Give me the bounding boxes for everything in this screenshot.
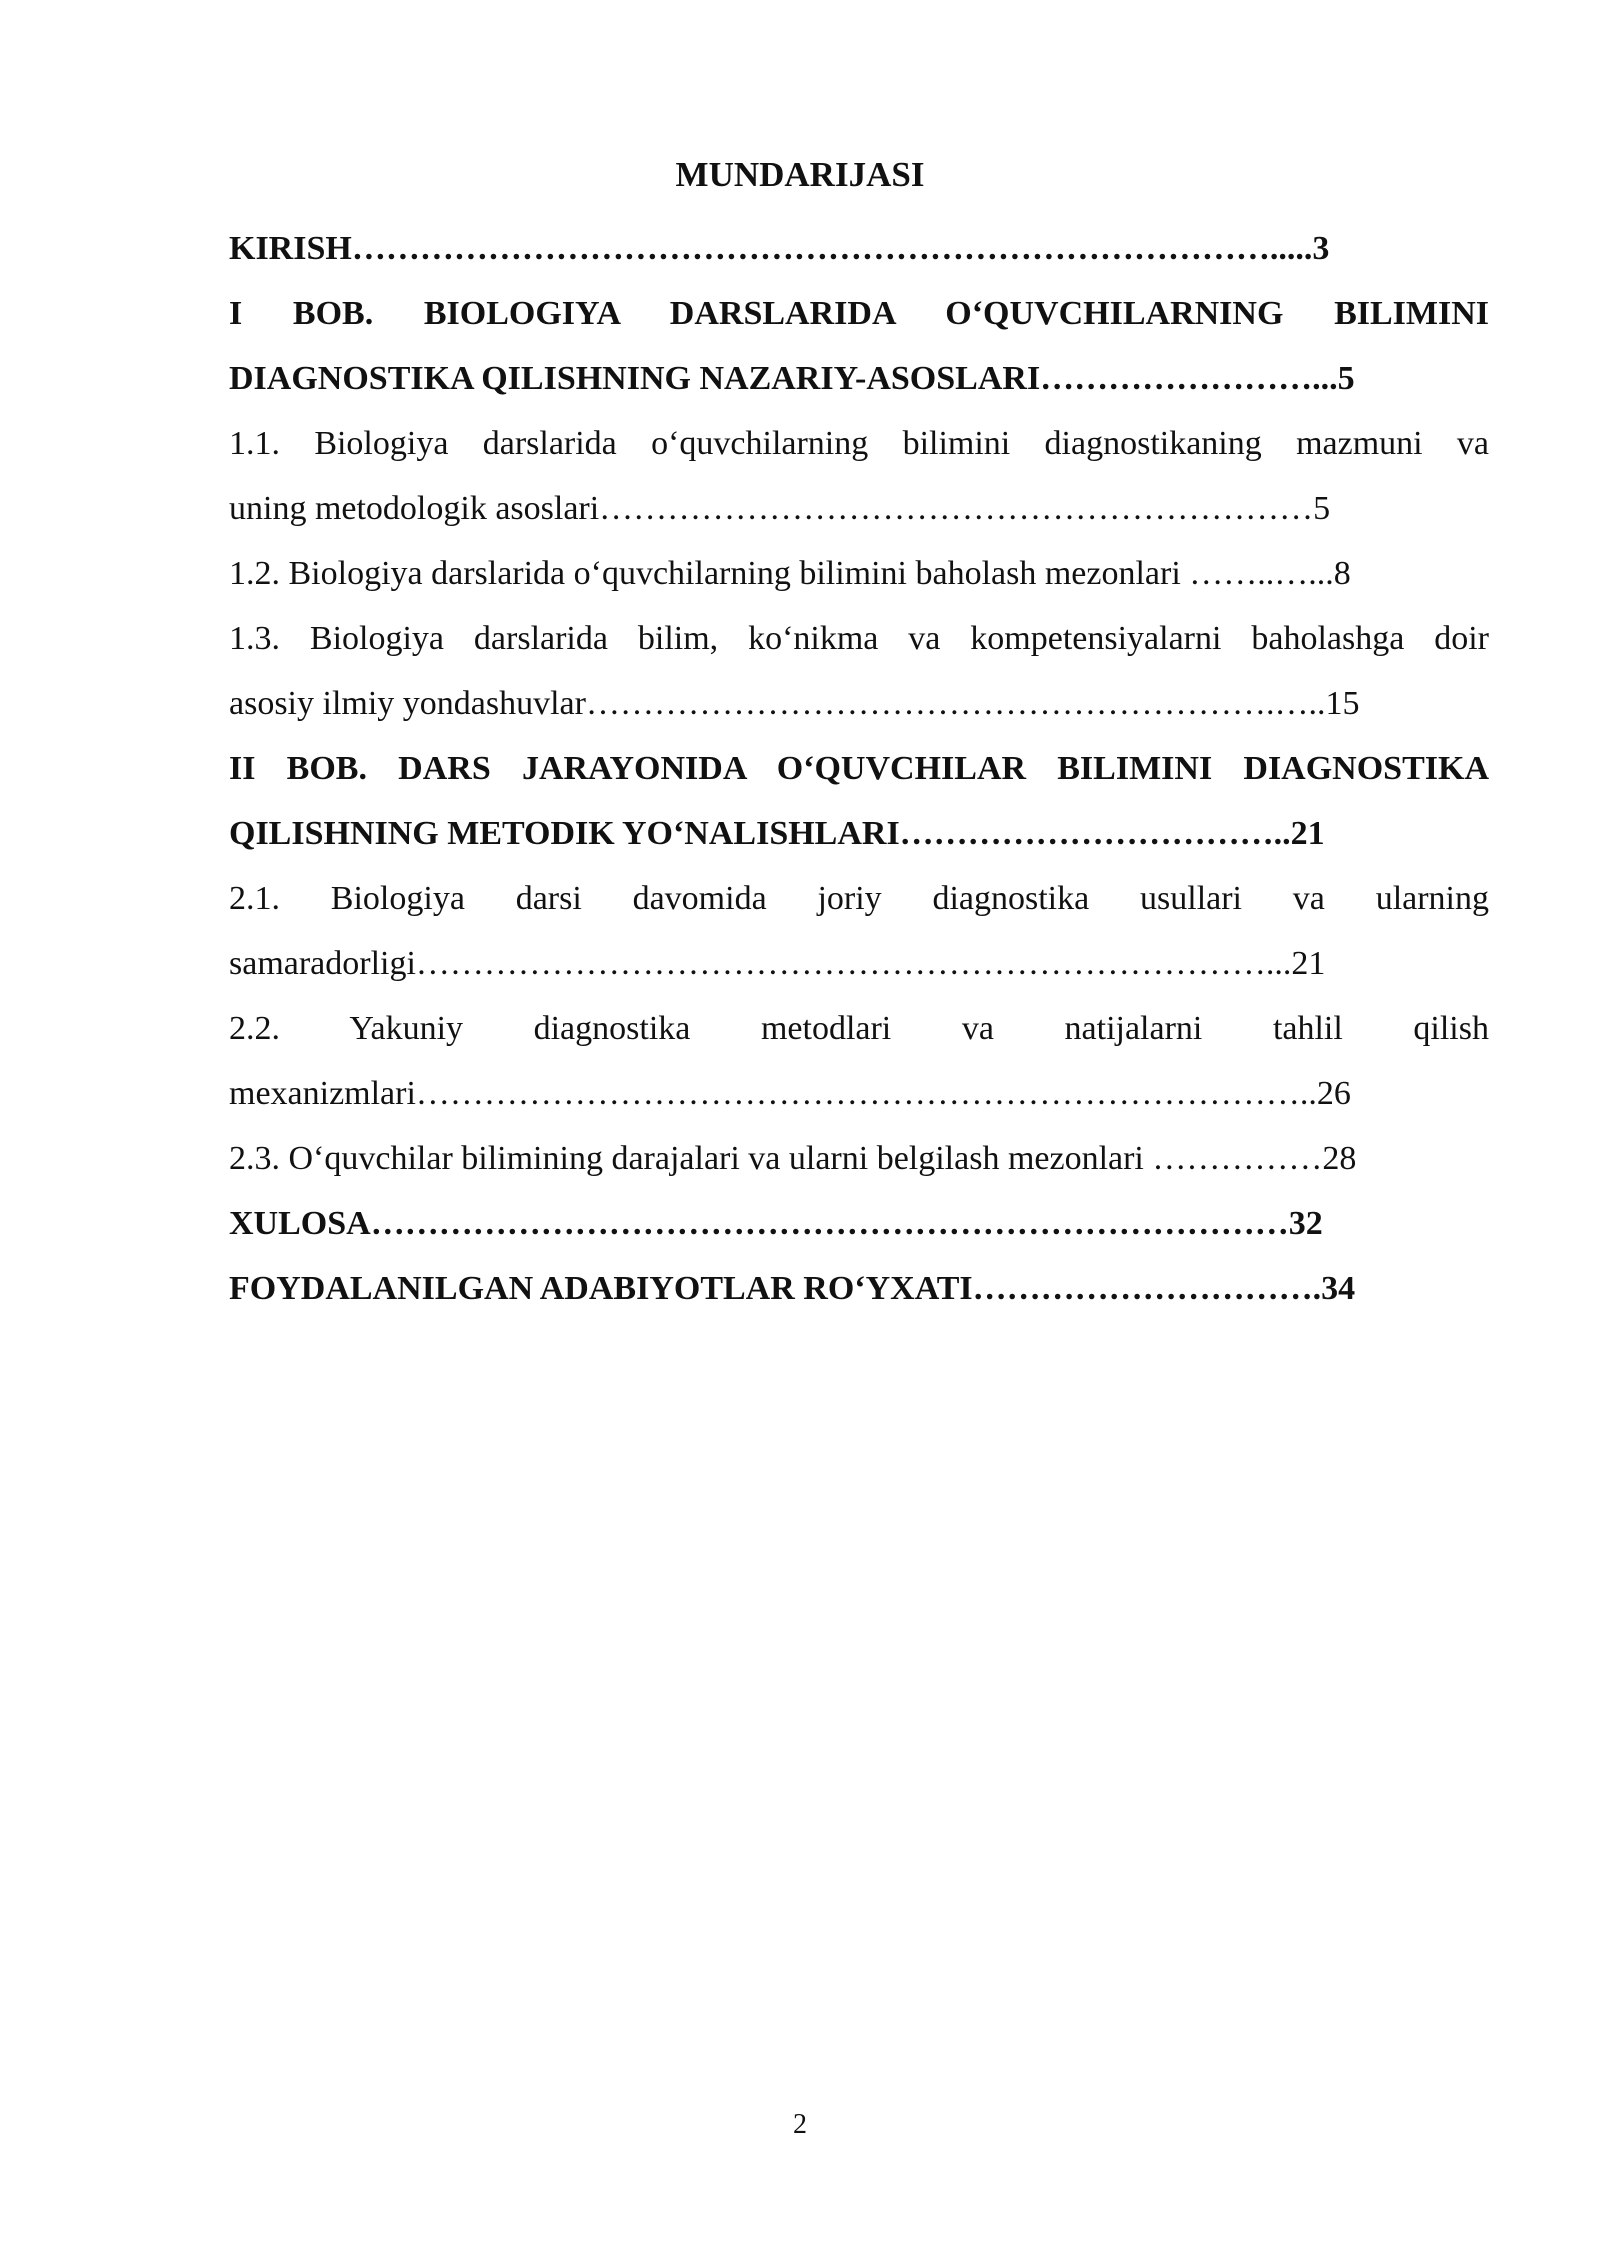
table-of-contents (229, 216, 1489, 1321)
toc-line: asosiy ilmiy yondashuvlar…………………………………………………….…..15 (229, 685, 1360, 722)
toc-entry-section-2-2[interactable] (229, 996, 1489, 1126)
toc-line: 1.2. Biologiya darslarida o‘quvchilarning bilimini baholash mezonlari ……..…...8 (229, 555, 1351, 592)
toc-entry-adabiyotlar[interactable] (229, 1256, 1489, 1321)
toc-entry-section-2-3[interactable] (229, 1126, 1489, 1191)
toc-line: II BOB. DARS JARAYONIDA O‘QUVCHILAR BILIMINI DIAGNOSTIKA (229, 750, 1489, 787)
toc-line: 1.1. Biologiya darslarida o‘quvchilarning bilimini diagnostikaning mazmuni va (229, 425, 1489, 462)
toc-line: 1.3. Biologiya darslarida bilim, ko‘nikma va kompetensiyalarni baholashga doir (229, 620, 1489, 657)
toc-entry-bob-1[interactable] (229, 281, 1489, 411)
toc-line: KIRISH……………………………………………………………………….....3 (229, 230, 1330, 267)
toc-line: uning metodologik asoslari………………………………………………………5 (229, 490, 1331, 527)
toc-entry-bob-2[interactable] (229, 736, 1489, 866)
toc-entry-section-1-2[interactable] (229, 541, 1489, 606)
page-title: MUNDARIJASI (675, 155, 925, 194)
toc-entry-section-1-3[interactable] (229, 606, 1489, 736)
toc-line: mexanizmlari……………………………………………………………………..26 (229, 1075, 1351, 1112)
toc-line: 2.1. Biologiya darsi davomida joriy diagnostika usullari va ularning (229, 880, 1489, 917)
toc-entry-xulosa[interactable] (229, 1191, 1489, 1256)
toc-line: XULOSA………………………………………………………………………32 (229, 1205, 1323, 1242)
toc-line: DIAGNOSTIKA QILISHNING NAZARIY-ASOSLARI……………………...5 (229, 360, 1355, 397)
toc-entry-kirish[interactable] (229, 216, 1489, 281)
toc-line: 2.2. Yakuniy diagnostika metodlari va natijalarni tahlil qilish (229, 1010, 1489, 1047)
toc-line: I BOB. BIOLOGIYA DARSLARIDA O‘QUVCHILARNING BILIMINI (229, 295, 1489, 332)
toc-line: QILISHNING METODIK YO‘NALISHLARI……………………………..21 (229, 815, 1325, 852)
toc-entry-section-1-1[interactable] (229, 411, 1489, 541)
page-number: 2 (793, 2109, 807, 2140)
toc-line: FOYDALANILGAN ADABIYOTLAR RO‘YXATI………………………….34 (229, 1270, 1356, 1307)
toc-line: samaradorligi…………………………………………………………………...21 (229, 945, 1326, 982)
toc-entry-section-2-1[interactable] (229, 866, 1489, 996)
toc-line: 2.3. O‘quvchilar bilimining darajalari va ularni belgilash mezonlari ……………28 (229, 1140, 1357, 1177)
